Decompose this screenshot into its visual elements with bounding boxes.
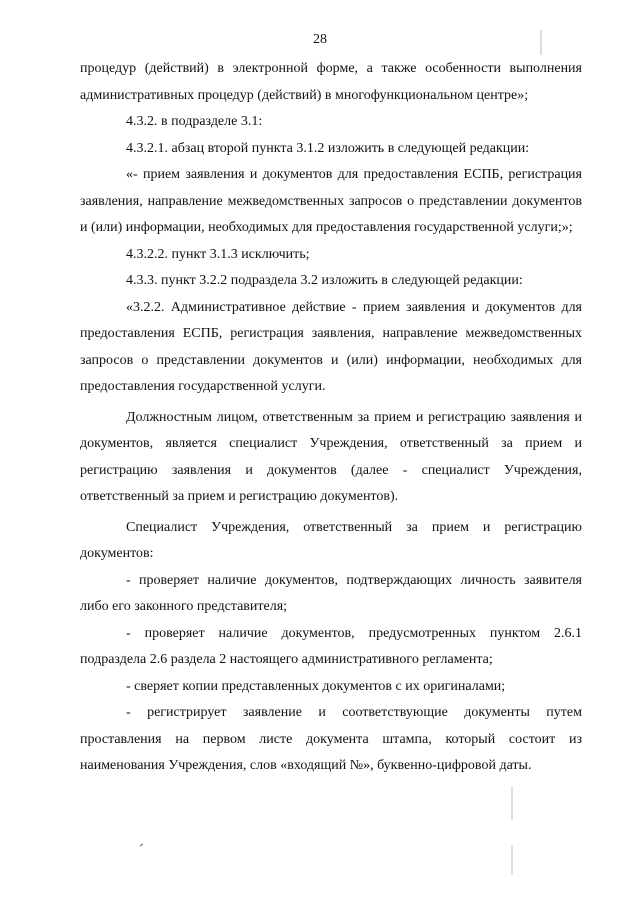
paragraph-7: «3.2.2. Административное действие - прием заявления и документов для предоставления ЕСПБ, регистрация заявления, направление межведомственных запросов о представлении документов и (или) информации, необходимых для предоставления государственной услуги.: [80, 299, 582, 394]
paragraph-8: Должностным лицом, ответственным за прием и регистрацию заявления и документов, является специалист Учреждения, ответственный за прием и регистрацию заявления и документов (далее - специалист Учреждения, ответственный за прием и регистрацию документов).: [80, 409, 582, 504]
page-number: 28: [313, 32, 327, 47]
paragraph-13: - регистрирует заявление и соответствующие документы путем проставления на первом листе документа штампа, который состоит из наименования Учреждения, слов «входящий №», буквенно-цифровой даты.: [80, 705, 582, 773]
scan-mark: [140, 844, 143, 846]
paragraph-1: процедур (действий) в электронной форме, а также особенности выполнения административных процедур (действий) в многофункциональном центре»;: [80, 61, 582, 103]
paragraph-9: Специалист Учреждения, ответственный за прием и регистрацию документов:: [80, 519, 582, 561]
paragraph-11: - проверяет наличие документов, предусмотренных пунктом 2.6.1 подраздела 2.6 раздела 2 настоящего административного регламента;: [80, 625, 582, 667]
paragraph-6: 4.3.3. пункт 3.2.2 подраздела 3.2 изложить в следующей редакции:: [126, 273, 523, 288]
paragraph-12: - сверяет копии представленных документов с их оригиналами;: [126, 678, 506, 694]
paragraph-5: 4.3.2.2. пункт 3.1.3 исключить;: [126, 246, 310, 262]
paragraph-10: - проверяет наличие документов, подтверждающих личность заявителя либо его законного представителя;: [80, 572, 582, 614]
paragraph-3: 4.3.2.1. абзац второй пункта 3.1.2 изложить в следующей редакции:: [126, 140, 530, 156]
paragraph-2: 4.3.2. в подразделе 3.1:: [126, 114, 263, 129]
paragraph-4: «- прием заявления и документов для предоставления ЕСПБ, регистрация заявления, направление межведомственных запросов о представлении документов и (или) информации, необходимых для предоставления государственной услуги;»;: [80, 167, 582, 235]
